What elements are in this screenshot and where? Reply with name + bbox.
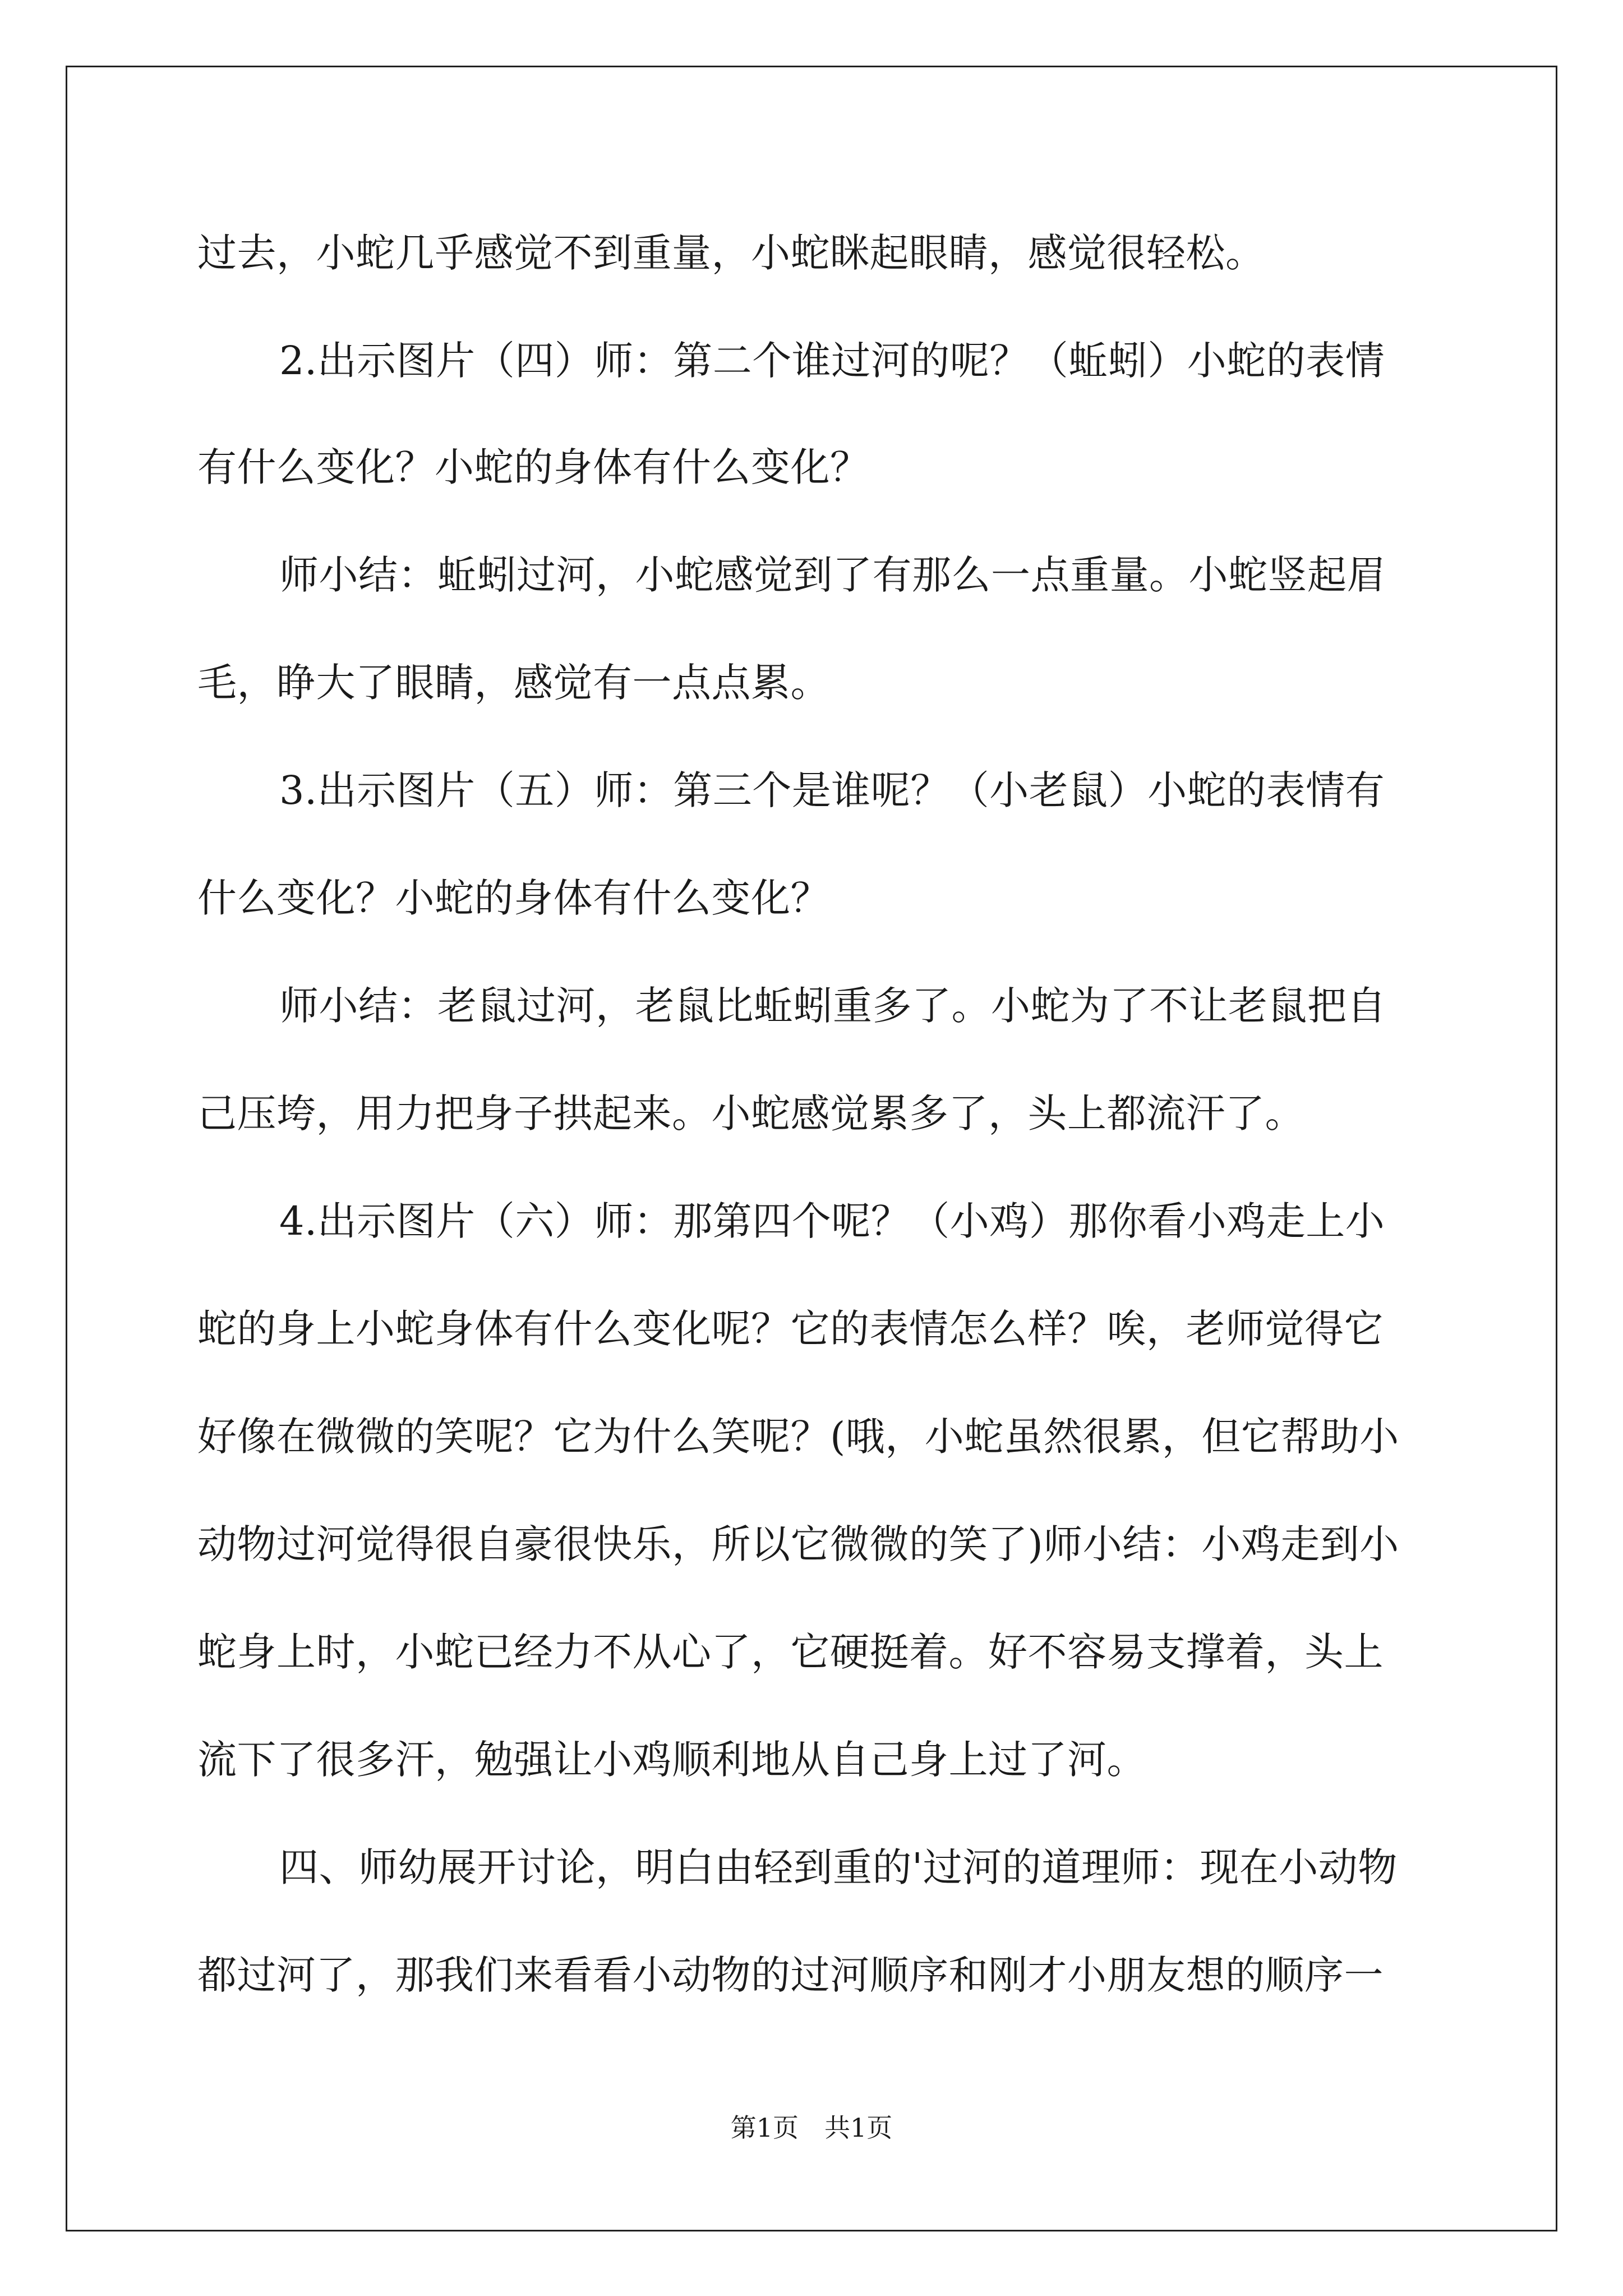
body-text-line: 4.出示图片（六）师：那第四个呢？（小鸡）那你看小鸡走上小 bbox=[279, 1198, 1385, 1244]
body-text-line: 有什么变化？小蛇的身体有什么变化？ bbox=[197, 444, 870, 490]
body-text-line: 四、师幼展开讨论，明白由轻到重的'过河的道理师：现在小动物 bbox=[279, 1844, 1398, 1890]
body-text-line: 都过河了，那我们来看看小动物的过河顺序和刚才小朋友想的顺序一 bbox=[197, 1952, 1384, 1998]
body-text-line: 过去，小蛇几乎感觉不到重量，小蛇眯起眼睛，感觉很轻松。 bbox=[197, 230, 1265, 276]
body-text-line: 蛇身上时，小蛇已经力不从心了，它硬挺着。好不容易支撑着，头上 bbox=[197, 1629, 1384, 1675]
body-text-line: 好像在微微的笑呢？它为什么笑呢？(哦，小蛇虽然很累，但它帮助小 bbox=[197, 1414, 1399, 1460]
body-text-line: 己压垮，用力把身子拱起来。小蛇感觉累多了，头上都流汗了。 bbox=[197, 1091, 1304, 1137]
body-text-line: 师小结：老鼠过河，老鼠比蚯蚓重多了。小蛇为了不让老鼠把自 bbox=[279, 983, 1386, 1029]
body-text-line: 什么变化？小蛇的身体有什么变化？ bbox=[197, 875, 830, 921]
page-number-footer: 第1页 共1页 bbox=[730, 2113, 893, 2143]
page-border bbox=[66, 66, 1557, 2231]
body-text-line: 流下了很多汗，勉强让小鸡顺利地从自己身上过了河。 bbox=[197, 1737, 1146, 1783]
body-text-line: 2.出示图片（四）师：第二个谁过河的呢？（蚯蚓）小蛇的表情 bbox=[279, 338, 1385, 384]
body-text-line: 动物过河觉得很自豪很快乐，所以它微微的笑了)师小结：小鸡走到小 bbox=[197, 1521, 1399, 1567]
body-text-line: 3.出示图片（五）师：第三个是谁呢？（小老鼠）小蛇的表情有 bbox=[279, 767, 1385, 813]
body-text-line: 师小结：蚯蚓过河，小蛇感觉到了有那么一点重量。小蛇竖起眉 bbox=[279, 552, 1386, 598]
body-text-line: 蛇的身上小蛇身体有什么变化呢？它的表情怎么样？唉，老师觉得它 bbox=[197, 1306, 1384, 1352]
body-text-line: 毛，睁大了眼睛，感觉有一点点累。 bbox=[197, 660, 830, 706]
